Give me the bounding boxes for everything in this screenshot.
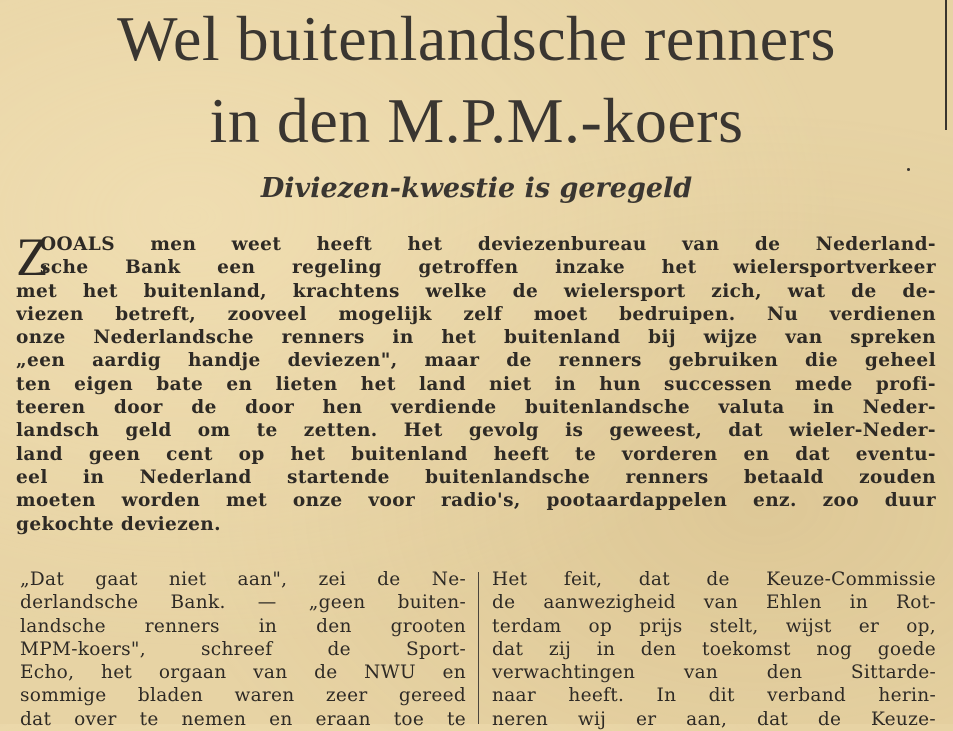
column-line: Het feit, dat de Keuze-Commissie (492, 569, 936, 590)
column-line: MPM-koers", schreef de Sport- (20, 638, 466, 660)
column-line: de aanwezigheid van Ehlen in Rot- (492, 592, 936, 614)
column-line: sommige bladen waren zeer gereed (20, 685, 466, 707)
subheadline: Diviezen-kwestie is geregeld (260, 173, 693, 204)
column-line: terdam op prijs stelt, wijst er op, (492, 615, 936, 637)
column-line: neren wij er aan, dat de Keuze- (492, 708, 936, 730)
lead-line: eel in Nederland startende buitenlandsche renners betaald zouden (16, 466, 936, 488)
lead-line: ten eigen bate en lieten het land niet in hun successen mede profi- (16, 373, 936, 395)
lead-line: onze Nederlandsche renners in het buitenland bij wijze van spreken (16, 327, 936, 349)
lead-line: landsch geld om te zetten. Het gevolg is geweest, dat wieler-Neder- (16, 420, 936, 442)
lead-line: viezen betreft, zooveel mogelijk zelf moet bedruipen. Nu verdienen (16, 303, 936, 325)
headline-line-2: in den M.P.M.-koers (209, 85, 744, 156)
column-line: dat over te nemen en eraan toe te (20, 708, 466, 730)
column-line: dat zij in den toekomst nog goede (492, 638, 936, 660)
lead-line: sche Bank een regeling getroffen inzake het wielersportverkeer (40, 257, 936, 279)
column-divider (478, 572, 479, 724)
column-line: landsche renners in den grooten (20, 615, 466, 637)
column-line: Echo, het orgaan van de NWU en (20, 662, 466, 684)
lead-line: moeten worden met onze voor radio's, pootaardappelen enz. zoo duur (16, 490, 936, 512)
column-line: naar heeft. In dit verband herin- (492, 685, 936, 707)
body-column-left (20, 568, 466, 731)
drop-cap: Z (16, 227, 49, 287)
headline-line-1: Wel buitenlandsche renners (117, 3, 836, 74)
lead-line: land geen cent op het buitenland heeft te vorderen en dat eventu- (16, 443, 936, 465)
print-speck (907, 168, 910, 171)
page-edge-rule (945, 0, 947, 130)
column-line: verwachtingen van den Sittarde- (492, 662, 936, 684)
lead-line: met het buitenland, krachtens welke de wielersport zich, wat de de- (16, 280, 936, 302)
lead-line: OOALS men weet heeft het deviezenbureau van de Nederland- (40, 234, 936, 255)
lead-paragraph (16, 233, 936, 536)
body-column-right (492, 568, 936, 731)
lead-line: gekochte deviezen. (16, 513, 221, 535)
lead-line: „een aardig handje deviezen", maar de renners gebruiken die geheel (16, 350, 936, 372)
column-line: derlandsche Bank. — „geen buiten- (20, 592, 466, 614)
lead-line: teeren door de door hen verdiende buitenlandsche valuta in Neder- (16, 397, 936, 419)
column-line: „Dat gaat niet aan", zei de Ne- (20, 569, 466, 590)
